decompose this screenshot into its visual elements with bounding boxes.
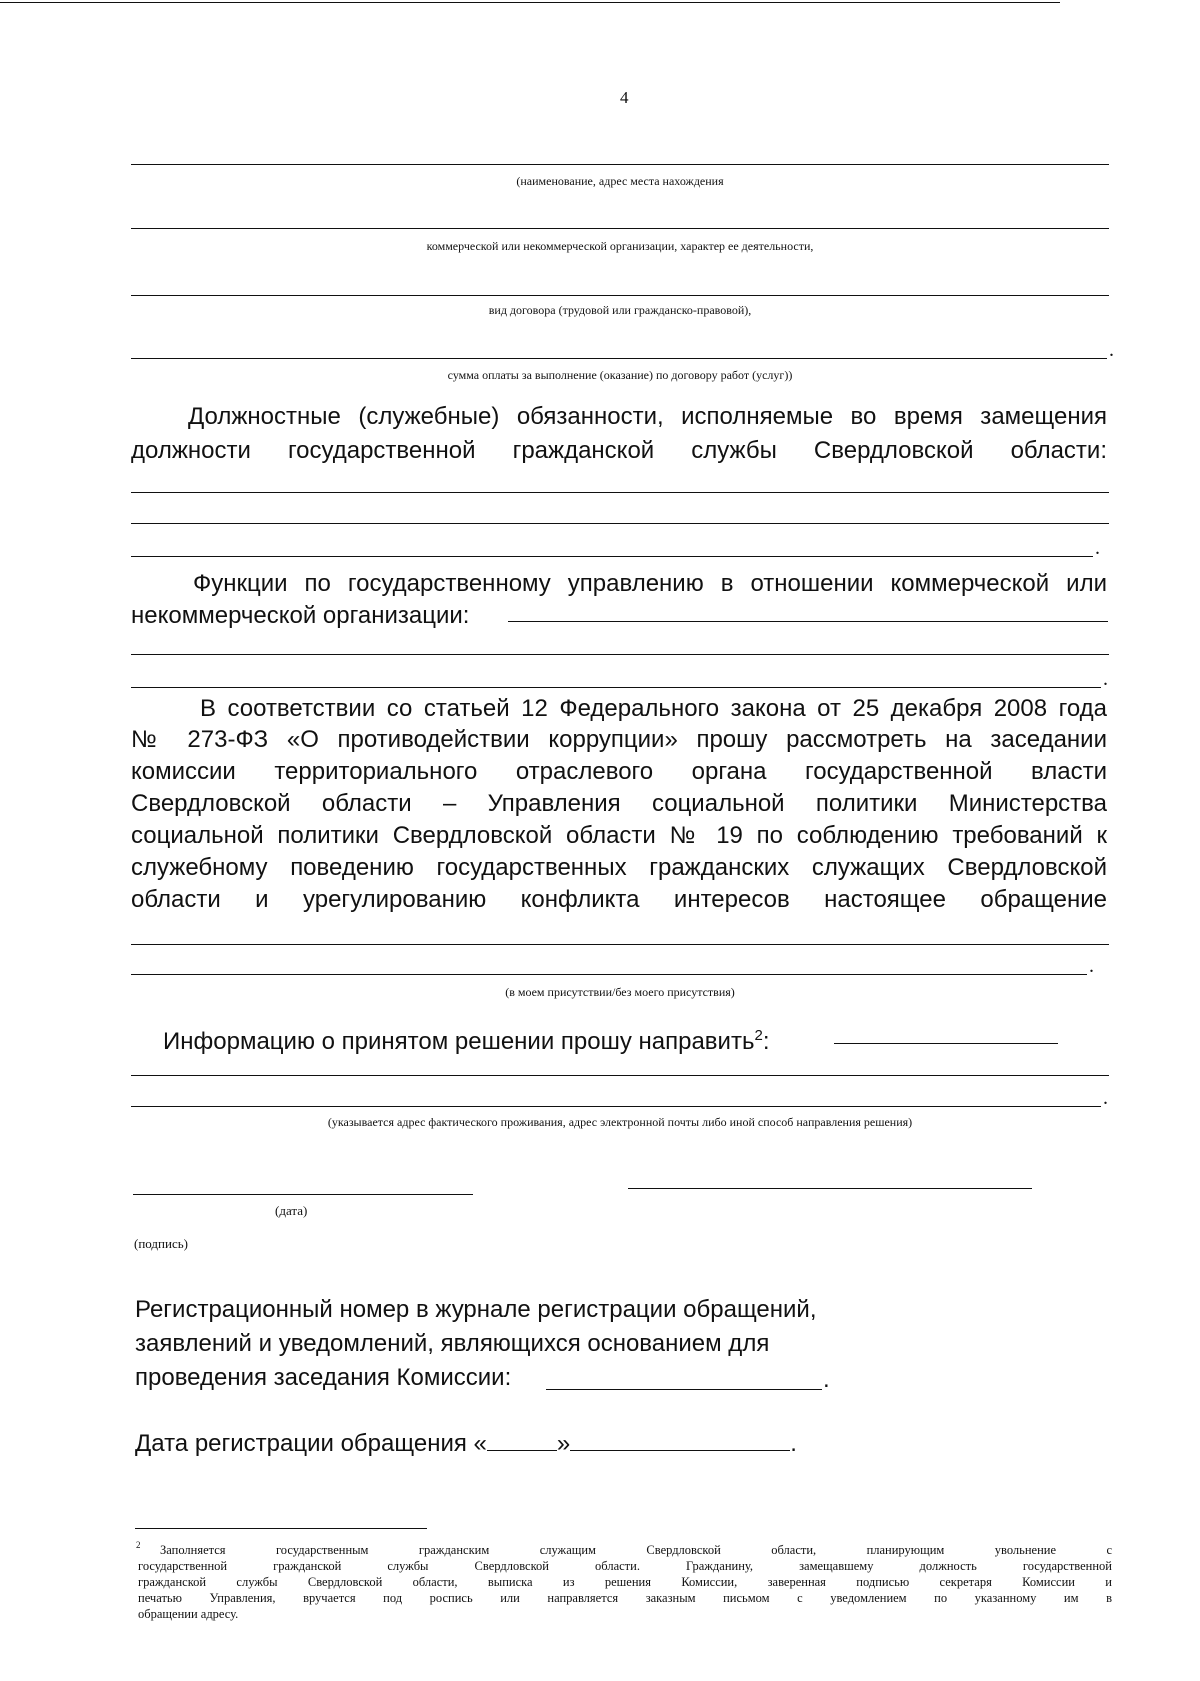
- footnote-separator: [135, 1528, 427, 1529]
- date-line: [133, 1194, 473, 1195]
- registration-number-blank: [546, 1389, 822, 1390]
- duties-line-1: Должностные (служебные) обязанности, исполняемые во время замещения: [188, 403, 1107, 430]
- registration-number-period: .: [823, 1366, 830, 1393]
- payment-caption: сумма оплаты за выполнение (оказание) по договору работ (услуг)): [447, 368, 793, 382]
- info-period: .: [1103, 1087, 1108, 1109]
- contract-type-caption: вид договора (трудовой или гражданско-правовой),: [488, 303, 752, 317]
- duties-blank-2: [131, 523, 1109, 524]
- org-type-line: [131, 228, 1109, 229]
- info-text: Информацию о принятом решении прошу направить: [163, 1028, 755, 1055]
- footnote-body: [138, 1542, 1112, 1622]
- org-name-caption: (наименование, адрес места нахождения: [516, 174, 724, 188]
- signature-line: [628, 1188, 1032, 1189]
- payment-line: [131, 358, 1107, 359]
- registration-line-1: Регистрационный номер в журнале регистрации обращений,: [135, 1296, 817, 1323]
- request-line-4: Свердловской области – Управления социальной политики Министерства: [131, 790, 1107, 817]
- contract-type-line: [131, 295, 1109, 296]
- request-line-5: социальной политики Свердловской области № 19 по соблюдению требований к: [131, 822, 1107, 849]
- duties-blank-3: [131, 556, 1093, 557]
- registration-date-mid: »: [556, 1430, 571, 1457]
- functions-blank-1: [131, 654, 1109, 655]
- info-colon: :: [762, 1028, 770, 1055]
- request-line-7: области и урегулированию конфликта интересов настоящее обращение: [131, 886, 1107, 913]
- registration-date-period: .: [790, 1430, 797, 1457]
- top-border-rule: [0, 2, 1060, 3]
- registration-month-blank: [570, 1430, 790, 1451]
- duties-line-2: должности государственной гражданской службы Свердловской области:: [131, 437, 1107, 464]
- functions-line-2-row: [131, 600, 1107, 631]
- registration-line-2: заявлений и уведомлений, являющихся основанием для: [135, 1330, 770, 1357]
- request-line-2: № 273-ФЗ «О противодействии коррупции» прошу рассмотреть на заседании: [131, 726, 1107, 753]
- request-line-6: служебному поведению государственных гражданских служащих Свердловской: [131, 854, 1107, 881]
- footnote-line-5: обращении адресу.: [138, 1607, 239, 1621]
- registration-date-row: [135, 1430, 797, 1458]
- date-caption: (дата): [275, 1203, 308, 1218]
- footnote-line-1: Заполняется государственным гражданским служащим Свердловской области, планирующим увольнение с: [160, 1543, 1112, 1557]
- footnote-line-3: гражданской службы Свердловской области, выписка из решения Комиссии, заверенная подписью секретаря Комиссии и: [138, 1575, 1112, 1589]
- info-blank-inline: [834, 1043, 1058, 1044]
- info-blank-1: [131, 1075, 1109, 1076]
- presence-caption: (в моем присутствии/без моего присутствия): [505, 985, 735, 999]
- footnote-marker: 2: [136, 1540, 141, 1550]
- address-caption: (указывается адрес фактического проживания, адрес электронной почты либо иной способ направления решения): [327, 1115, 913, 1129]
- presence-blank-1: [131, 944, 1109, 945]
- duties-period: .: [1095, 537, 1100, 559]
- request-line-3: комиссии территориального отраслевого органа государственной власти: [131, 758, 1107, 785]
- functions-line-2: некоммерческой организации:: [131, 602, 470, 629]
- info-line: [163, 1020, 1103, 1055]
- org-name-line: [131, 164, 1109, 165]
- functions-period: .: [1103, 668, 1108, 690]
- functions-blank-inline: [508, 621, 1108, 622]
- page-number: 4: [620, 88, 629, 107]
- functions-line-1: Функции по государственному управлению в отношении коммерческой или: [193, 570, 1107, 597]
- info-blank-2: [131, 1106, 1101, 1107]
- payment-period: .: [1109, 339, 1114, 361]
- footnote-line-4: печатью Управления, вручается под роспись или направляется заказным письмом с уведомлением по указанному им в: [138, 1591, 1112, 1605]
- presence-period: .: [1089, 955, 1094, 977]
- info-footnote-ref: 2: [754, 1027, 763, 1044]
- signature-caption: (подпись): [134, 1236, 188, 1251]
- presence-blank-2: [131, 974, 1087, 975]
- registration-day-blank: [487, 1430, 557, 1451]
- functions-blank-2: [131, 687, 1101, 688]
- registration-date-prefix: Дата регистрации обращения «: [135, 1430, 487, 1457]
- registration-line-3: проведения заседания Комиссии:: [135, 1364, 512, 1391]
- duties-blank-1: [131, 492, 1109, 493]
- org-type-caption: коммерческой или некоммерческой организации, характер ее деятельности,: [426, 239, 814, 253]
- footnote-line-2: государственной гражданской службы Свердловской области. Гражданину, замещавшему должность государственной: [138, 1559, 1112, 1573]
- request-line-1: В соответствии со статьей 12 Федерального закона от 25 декабря 2008 года: [200, 695, 1107, 722]
